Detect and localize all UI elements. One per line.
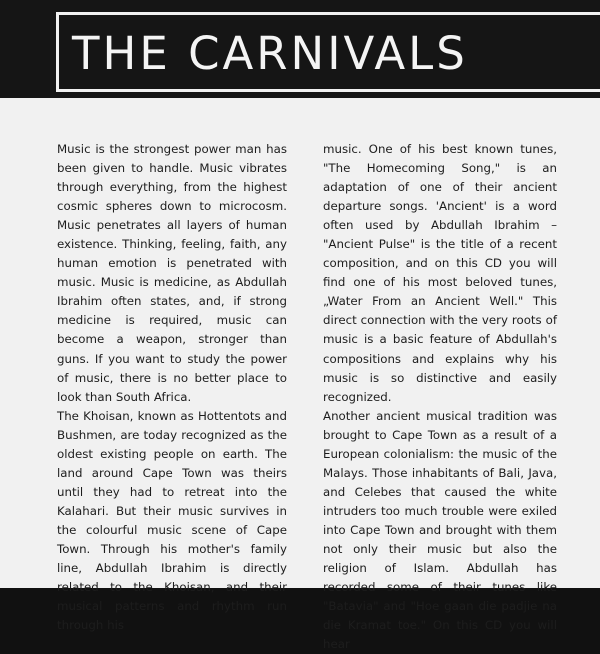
page-title: THE CARNIVALS	[72, 27, 468, 80]
text-column-left	[57, 140, 287, 635]
paragraph: Another ancient musical tradition was brought to Cape Town as a result of a European colonialism: the music of the Malays. Those inhabitants of Bali, Java, and Celebes that caused the white intruders too much trouble were exiled into Cape Town and brought with them not only their music but also the religion of Islam. Abdullah has recorded some of their tunes like "Batavia" and "Hoe gaan die padjie na die Kramat toe." On this CD you will hear	[323, 408, 557, 652]
paragraph: music. One of his best known tunes, "The Homecoming Song," is an adaptation of one of their ancient departure songs. 'Ancient' is a word often used by Abdullah Ibrahim – "Ancient Pulse" is the title of a recent composition, and on this CD you will find one of his most beloved tunes, „Water From an Ancient Well." This direct connection with the very roots of music is a basic feature of Abdullah's compositions and explains why his music is so distinctive and easily recognized.	[323, 142, 557, 404]
paragraph: Music is the strongest power man has been given to handle. Music vibrates through everything, from the highest cosmic spheres down to microcosm. Music penetrates all layers of human existence. Thinking, feeling, faith, any human emotion is penetrated with music. Music is medicine, as Abdullah Ibrahim often states, and, if strong medicine is required, music can become a weapon, stronger than guns. If you want to study the power of music, there is no better place to look than South Africa.	[57, 142, 287, 404]
paragraph: The Khoisan, known as Hottentots and Bushmen, are today recognized as the oldest existing people on earth. The land around Cape Town was theirs until they had to retreat into the Kalahari. But their music survives in the colourful music scene of Cape Town. Through his mother's family line, Abdullah Ibrahim is directly related to the Khoisan, and their musical patterns and rhythm run through his	[57, 408, 287, 633]
text-column-right	[323, 140, 557, 654]
header-band	[0, 0, 600, 98]
